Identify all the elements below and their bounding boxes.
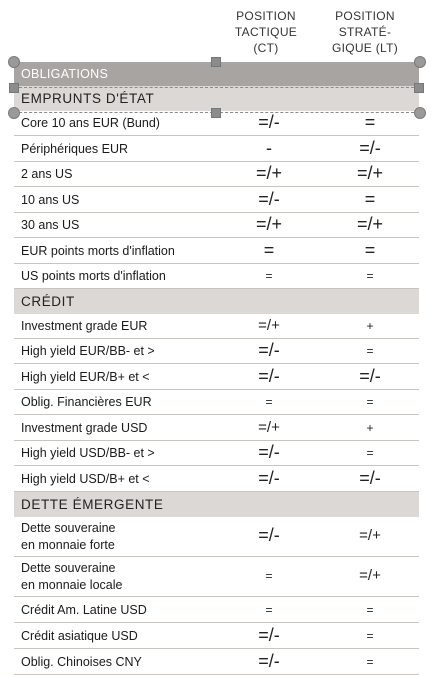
header-lt-line-3: GIQUE (LT) (331, 41, 399, 55)
table-row (14, 364, 419, 390)
header-lt-line-1: POSITION (335, 9, 395, 23)
row-lt-value: =/+ (356, 163, 384, 183)
table-row (14, 597, 419, 623)
row-label: 10 ans US (21, 193, 80, 207)
row-ct-value: =/- (258, 525, 280, 545)
row-label: High yield USD/B+ et < (21, 472, 150, 486)
row-lt-value: + (366, 421, 374, 435)
row-lt-value: =/+ (356, 214, 384, 234)
selection-outline-middle (14, 87, 419, 88)
table-row (14, 187, 419, 213)
header-lt-line-2: STRATÉ- (338, 25, 392, 39)
header-ct-line-1: POSITION (236, 9, 296, 23)
row-lt-value: = (366, 446, 374, 460)
row-label-line-2: en monnaie locale (21, 578, 123, 592)
row-ct-value: =/- (258, 366, 280, 386)
table-row (14, 415, 419, 441)
row-label: Périphériques EUR (21, 142, 128, 156)
row-label: High yield USD/BB- et > (21, 446, 155, 460)
row-label: High yield EUR/BB- et > (21, 344, 155, 358)
header-ct-line-2: TACTIQUE (234, 25, 298, 39)
row-ct-value: =/+ (255, 214, 283, 234)
resize-handle-middle-left[interactable] (9, 83, 19, 93)
table-row (14, 623, 419, 649)
resize-handle-bottom-center[interactable] (211, 108, 221, 118)
row-label: Crédit asiatique USD (21, 629, 138, 643)
row-lt-value: = (366, 344, 374, 358)
row-ct-value: =/- (258, 340, 280, 360)
row-label: US points morts d'inflation (21, 269, 166, 283)
table-row (14, 136, 419, 162)
table-row (14, 441, 419, 466)
section-dette-emergente (14, 492, 419, 517)
row-lt-value: + (366, 319, 374, 333)
resize-handle-top-left[interactable] (8, 56, 20, 68)
row-ct-value: = (265, 603, 273, 617)
resize-handle-top-right[interactable] (414, 56, 426, 68)
row-lt-value: =/- (359, 366, 381, 386)
row-label: 2 ans US (21, 167, 73, 181)
row-label: Dette souveraine (21, 521, 116, 535)
allocation-table (14, 62, 419, 675)
table-row (14, 314, 419, 339)
header-strategic-position (320, 8, 410, 56)
table-row (14, 264, 419, 289)
row-ct-value: =/- (258, 112, 280, 132)
row-lt-value: = (364, 112, 376, 132)
row-lt-value: = (366, 603, 374, 617)
table-row (14, 649, 419, 675)
section-title: DETTE ÉMERGENTE (21, 497, 164, 512)
resize-handle-middle-right[interactable] (414, 83, 424, 93)
row-ct-value: = (265, 569, 273, 583)
row-label: Oblig. Chinoises CNY (21, 655, 142, 669)
row-label: Dette souveraine (21, 561, 116, 575)
row-ct-value: - (266, 138, 272, 158)
resize-handle-bottom-right[interactable] (414, 107, 426, 119)
section-title: OBLIGATIONS (21, 67, 109, 81)
row-ct-value: =/- (258, 442, 280, 462)
row-ct-value: =/+ (258, 419, 280, 436)
row-label: High yield EUR/B+ et < (21, 370, 150, 384)
row-label: 30 ans US (21, 218, 80, 232)
row-lt-value: =/- (359, 138, 381, 158)
row-label-line-2: en monnaie forte (21, 538, 115, 552)
row-label: EUR points morts d'inflation (21, 244, 175, 258)
row-ct-value: = (263, 240, 275, 260)
section-credit (14, 289, 419, 314)
row-label: Crédit Am. Latine USD (21, 603, 147, 617)
row-label: Investment grade EUR (21, 319, 148, 333)
row-ct-value: =/- (258, 468, 280, 488)
row-lt-value: =/+ (359, 527, 381, 544)
row-ct-value: =/- (258, 189, 280, 209)
table-row (14, 162, 419, 187)
table-row (14, 466, 419, 492)
table-row (14, 213, 419, 238)
row-label: Investment grade USD (21, 421, 148, 435)
row-lt-value: = (366, 655, 374, 669)
table-row (14, 517, 419, 557)
resize-handle-bottom-left[interactable] (8, 107, 20, 119)
table-row (14, 557, 419, 597)
row-label: Oblig. Financières EUR (21, 395, 152, 409)
row-ct-value: =/- (258, 651, 280, 671)
row-ct-value: =/- (258, 625, 280, 645)
row-lt-value: = (366, 395, 374, 409)
row-ct-value: = (265, 395, 273, 409)
table-row (14, 238, 419, 264)
header-ct-line-3: (CT) (253, 41, 279, 55)
row-lt-value: = (366, 629, 374, 643)
row-ct-value: =/+ (255, 163, 283, 183)
row-ct-value: = (265, 269, 273, 283)
row-ct-value: =/+ (258, 317, 280, 334)
row-label: Core 10 ans EUR (Bund) (21, 116, 160, 130)
row-lt-value: = (364, 240, 376, 260)
row-lt-value: =/- (359, 468, 381, 488)
header-tactical-position (221, 8, 311, 56)
table-row (14, 390, 419, 415)
row-lt-value: =/+ (359, 567, 381, 584)
row-lt-value: = (364, 189, 376, 209)
table-row (14, 339, 419, 364)
row-lt-value: = (366, 269, 374, 283)
resize-handle-top-center[interactable] (211, 57, 221, 67)
section-title: EMPRUNTS D'ÉTAT (21, 91, 155, 106)
section-title: CRÉDIT (21, 294, 75, 309)
